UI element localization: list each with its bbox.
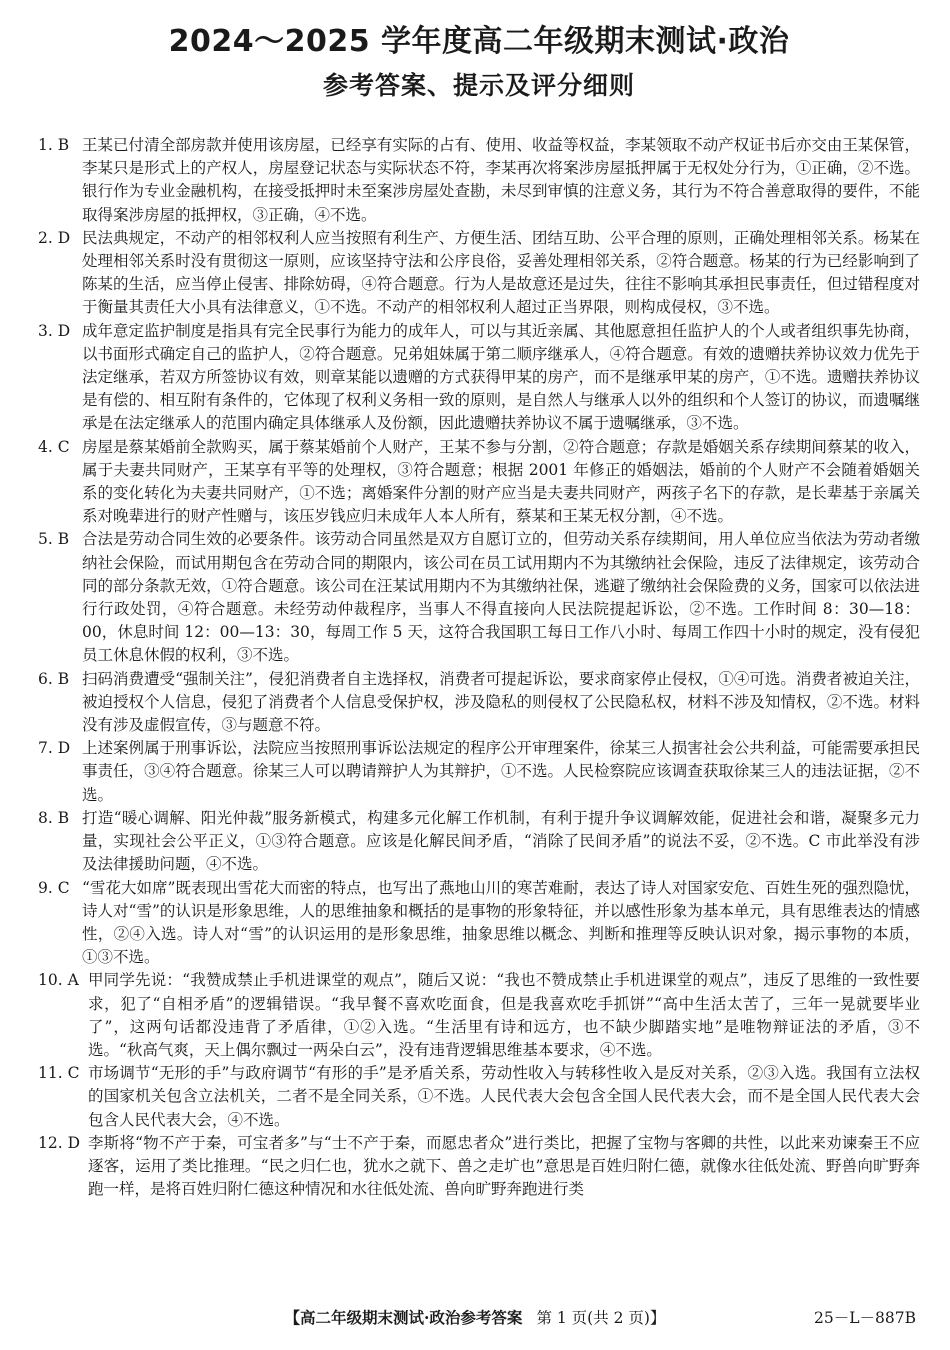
answer-item-8 <box>38 807 920 877</box>
answer-number: 2. D <box>38 228 71 247</box>
page-title: 2024～2025 学年度高二年级期末测试·政治 <box>168 24 790 59</box>
footer-page-number: 第 1 页(共 2 页)】 <box>536 1309 666 1327</box>
answer-item-1 <box>38 134 920 227</box>
answer-number: 6. B <box>38 669 70 688</box>
answer-explanation: 打造“暖心调解、阳光仲裁”服务新模式，构建多元化解工作机制，有利于提升争议调解效能，促进社会和谐，凝聚多元力量，实现社会公平正义，①③符合题意。应该是化解民间矛盾，“消除了民间矛盾”的说法不妥，②不选。C 市此举没有涉及法律援助问题，④不选。 <box>82 808 920 874</box>
answer-explanation: 王某已付清全部房款并使用该房屋，已经享有实际的占有、使用、收益等权益，李某领取不动产权证书后亦交由王某保管，李某只是形式上的产权人，房屋登记状态与实际状态不符，李某再次将案涉房屋抵押属于无权处分行为，①正确，②不选。银行作为专业金融机构，在接受抵押时未至案涉房屋处查勘，未尽到审慎的注意义务，其行为不符合善意取得的要件，不能取得案涉房屋的抵押权，③正确，④不选。 <box>82 136 920 224</box>
answer-number: 8. B <box>38 808 70 827</box>
answer-item-11 <box>38 1062 920 1132</box>
answer-item-3 <box>38 320 920 436</box>
answer-number: 10. A <box>38 971 79 990</box>
answer-number: 12. D <box>38 1133 81 1152</box>
answer-number: 7. D <box>38 739 71 758</box>
answer-item-12 <box>38 1132 920 1202</box>
answer-number: 11. C <box>38 1064 80 1083</box>
answer-explanation: 甲同学先说：“我赞成禁止手机进课堂的观点”，随后又说：“我也不赞成禁止手机进课堂的观点”，违反了思维的一致性要求，犯了“自相矛盾”的逻辑错误。“我早餐不喜欢吃面食，但是我喜欢吃手抓饼”“高中生活太苦了，三年一晃就要毕业了”，这两句话都没违背了矛盾律，①②入选。“生活里有诗和远方，也不缺少脚踏实地”是唯物辩证法的矛盾，③不选。“秋高气爽，天上偶尔飘过一两朵白云”，没有违背逻辑思维基本要求，④不选。 <box>88 971 920 1059</box>
answer-item-2 <box>38 227 920 320</box>
answer-explanation: 上述案例属于刑事诉讼，法院应当按照刑事诉讼法规定的程序公开审理案件，徐某三人损害社会公共利益，可能需要承担民事责任，③④符合题意。徐某三人可以聘请辩护人为其辩护，①不选。人民检察院应该调查获取徐某三人的违法证据，②不选。 <box>82 739 920 804</box>
answer-explanation: 李斯将“物不产于秦，可宝者多”与“士不产于秦，而愿忠者众”进行类比，把握了宝物与客卿的共性，以此来劝谏秦王不应逐客，运用了类比推理。“民之归仁也，犹水之就下、兽之走圹也”意思是百姓归附仁德，就像水往低处流、野兽向旷野奔跑一样，是将百姓归附仁德这种情况和水往低处流、兽向旷野奔跑进行类 <box>88 1133 920 1199</box>
answer-number: 9. C <box>38 878 70 897</box>
answer-item-4 <box>38 436 920 529</box>
answer-list <box>38 134 920 1201</box>
footer-label <box>0 1306 950 1330</box>
answer-explanation: “雪花大如席”既表现出雪花大而密的特点，也写出了燕地山川的寒苦难耐，表达了诗人对国家安危、百姓生死的强烈隐忧，诗人对“雪”的认识是形象思维，人的思维抽象和概括的是事物的形象特征，并以感性形象为基本单元，具有思维表达的情感性，②④入选。诗人对“雪”的认识运用的是形象思维，抽象思维以概念、判断和推理等反映认识对象，揭示事物的本质，①③不选。 <box>82 878 920 967</box>
answer-number: 3. D <box>38 321 71 340</box>
answer-explanation: 合法是劳动合同生效的必要条件。该劳动合同虽然是双方自愿订立的，但劳动关系存续期间，用人单位应当依法为劳动者缴纳社会保险，而试用期包含在劳动合同的期限内，该公司在员工试用期内不为其缴纳社会保险，违反了法律规定，该劳动合同的部分条款无效，①符合题意。该公司在汪某试用期内不为其缴纳社保，逃避了缴纳社会保险费的义务，国家可以依法进行行政处罚，④符合题意。未经劳动仲裁程序，当事人不得直接向人民法院提起诉讼，②不选。工作时间 8：30—18：00，休息时间 12：00—13：30，每周工作 5 天，这符合我国职工每日工作八小时、每周工作四十小时的规定，没有侵犯员工休息休假的权利，③不选。 <box>82 530 920 665</box>
page-subtitle: 参考答案、提示及评分细则 <box>322 71 635 100</box>
answer-number: 4. C <box>38 437 70 456</box>
answer-item-6 <box>38 668 920 738</box>
answer-explanation: 民法典规定，不动产的相邻权利人应当按照有利生产、方便生活、团结互助、公平合理的原则，正确处理相邻关系。杨某在处理相邻关系时没有贯彻这一原则，应该坚持守法和公序良俗，妥善处理相邻关系，②符合题意。杨某的行为已经影响到了陈某的生活，应当停止侵害、排除妨碍，④符合题意。行为人是故意还是过失，往往不影响其承担民事责任，但过错程度对于衡量其责任大小具有法律意义，①不选。不动产的相邻权利人超过正当界限，则构成侵权，③不选。 <box>82 228 920 317</box>
answer-number: 1. B <box>38 136 70 154</box>
answer-number: 5. B <box>38 530 70 549</box>
answer-explanation: 扫码消费遭受“强制关注”，侵犯消费者自主选择权，消费者可提起诉讼，要求商家停止侵权，①④可选。消费者被迫关注，被迫授权个人信息，侵犯了消费者个人信息受保护权，涉及隐私的则侵权了公民隐私权，材料不涉及知情权，②不选。材料没有涉及虚假宣传，③与题意不符。 <box>82 669 920 735</box>
footer-title: 【高二年级期末测试·政治参考答案 <box>284 1308 523 1327</box>
answer-explanation: 房屋是蔡某婚前全款购买，属于蔡某婚前个人财产，王某不参与分割，②符合题意；存款是婚姻关系存续期间蔡某的收入，属于夫妻共同财产，王某享有平等的处理权，③符合题意；根据 2001 年修正的婚姻法，婚前的个人财产不会随着婚姻关系的变化转化为夫妻共同财产，①不选；离婚案件分割的财产应当是夫妻共同财产，两孩子名下的存款，是长辈基于亲属关系对晚辈进行的财产性赠与，该压岁钱应归未成年人本人所有，蔡某和王某无权分割，④不选。 <box>82 437 920 526</box>
answer-item-10 <box>38 969 920 1062</box>
answer-item-5 <box>38 528 920 667</box>
answer-explanation: 市场调节“无形的手”与政府调节“有形的手”是矛盾关系，劳动性收入与转移性收入是反对关系，②③入选。我国有立法权的国家机关包含立法机关，二者不是全同关系，①不选。人民代表大会包含全国人民代表大会，而不是全国人民代表大会包含人民代表大会，④不选。 <box>88 1064 920 1129</box>
footer-paper-code: 25－L－887B <box>814 1309 916 1327</box>
answer-explanation: 成年意定监护制度是指具有完全民事行为能力的成年人，可以与其近亲属、其他愿意担任监护人的个人或者组织事先协商，以书面形式确定自己的监护人，②符合题意。兄弟姐妹属于第二顺序继承人，④符合题意。有效的遗赠扶养协议效力优先于法定继承，若双方所签协议有效，则章某能以遗赠的方式获得甲某的房产，而不是继承甲某的房产，①不选。遗赠扶养协议是有偿的、相互附有条件的，它体现了权利义务相一致的原则，是自然人与继承人以外的组织和个人签订的协议，而遗嘱继承是在法定继承人的范围内确定具体继承人及份额，因此遗赠扶养协议不属于遗嘱继承，③不选。 <box>82 321 920 433</box>
answer-item-9 <box>38 877 920 970</box>
answer-item-7 <box>38 737 920 807</box>
page-footer <box>0 1306 950 1330</box>
